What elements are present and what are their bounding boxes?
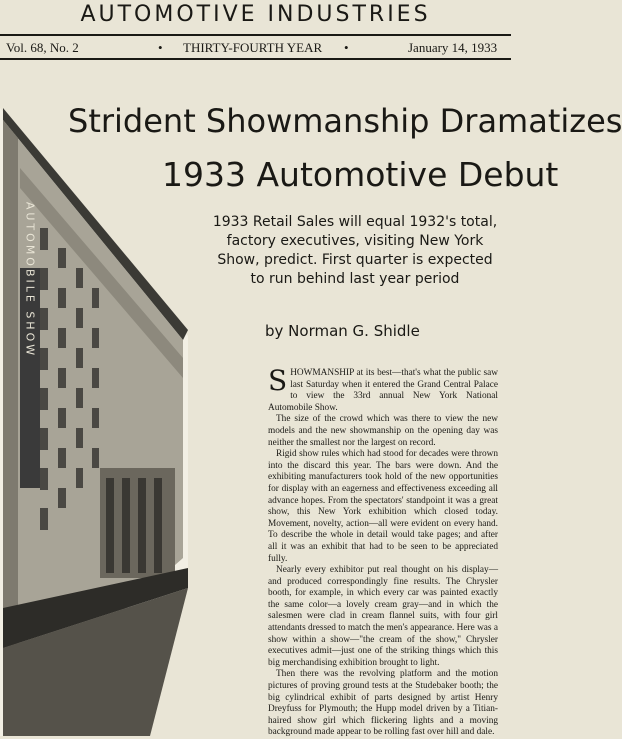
article-paragraph: The size of the crowd which was there to view the new models and the new showmanship on the opening day was neither the smallest nor the largest on record.	[268, 414, 498, 448]
byline: by Norman G. Shidle	[265, 322, 420, 340]
vertical-sign-text: AUTOMOBILE SHOW	[23, 201, 37, 359]
volume-number: Vol. 68, No. 2	[6, 40, 79, 55]
year-label: THIRTY-FOURTH YEAR	[183, 40, 323, 55]
article-paragraph: Nearly every exhibitor put real thought on his display—and produced correspondingly fine results. The Chrysler booth, for example, in which every car was painted exactly the same color—a lovely cream gray—and in which the salesmen were clad in cream flannel suits, with four girl attendants dressed to match the men's appearance. Here was a show within a show—"the cream of the show," Chrysler executives admit—just one of the striking things which this big merchandising exhibition brought to light.	[268, 565, 498, 668]
subhead-line: factory executives, visiting New York	[226, 233, 484, 249]
building-photo	[0, 108, 205, 736]
subhead-line: to run behind last year period	[250, 271, 460, 287]
issue-bar	[0, 34, 511, 60]
headline-line-2: 1933 Automotive Debut	[162, 155, 559, 194]
headline-line-1: Strident Showmanship Dramatizes	[68, 102, 622, 140]
article-paragraph: SHOWMANSHIP at its best—that's what the public saw last Saturday when it entered the Grand Central Palace to view the 33rd annual New York National Automobile Show.	[268, 364, 498, 413]
publication-title: AUTOMOTIVE INDUSTRIES	[80, 2, 431, 27]
subhead	[210, 213, 500, 289]
subhead-line: 1933 Retail Sales will equal 1932's total,	[212, 214, 498, 230]
article-body	[268, 364, 498, 739]
issue-date: January 14, 1933	[408, 40, 498, 55]
article-paragraph: Then there was the revolving platform and the motion pictures of proving ground tests at the Studebaker booth; the big cylindrical exhibit of parts designed by artist Henry Dreyfuss for Plymouth; the Hupp model driven by a Titian-haired show girl which flickering lights and a moving background made appear to be rolling fast over hill and dale.	[268, 669, 498, 738]
article-paragraph: Rigid show rules which had stood for decades were thrown into the discard this year. The bars were down. And the exhibiting manufacturers took hold of the new opportunities for display with an eagerness and effectiveness exceeding all advance hopes. From the spectators' standpoint it was a great show, this New York exhibition which closed today. Movement, novelty, action—all were evident on every hand. To describe the whole in detail would take pages; and after all it was an exhibit that had to be seen to be appreciated fully.	[268, 449, 498, 564]
drop-cap: S	[268, 364, 288, 397]
separator-right: •	[344, 40, 349, 55]
separator-left: •	[158, 40, 163, 55]
subhead-line: Show, predict. First quarter is expected	[217, 252, 493, 268]
masthead	[0, 0, 511, 30]
